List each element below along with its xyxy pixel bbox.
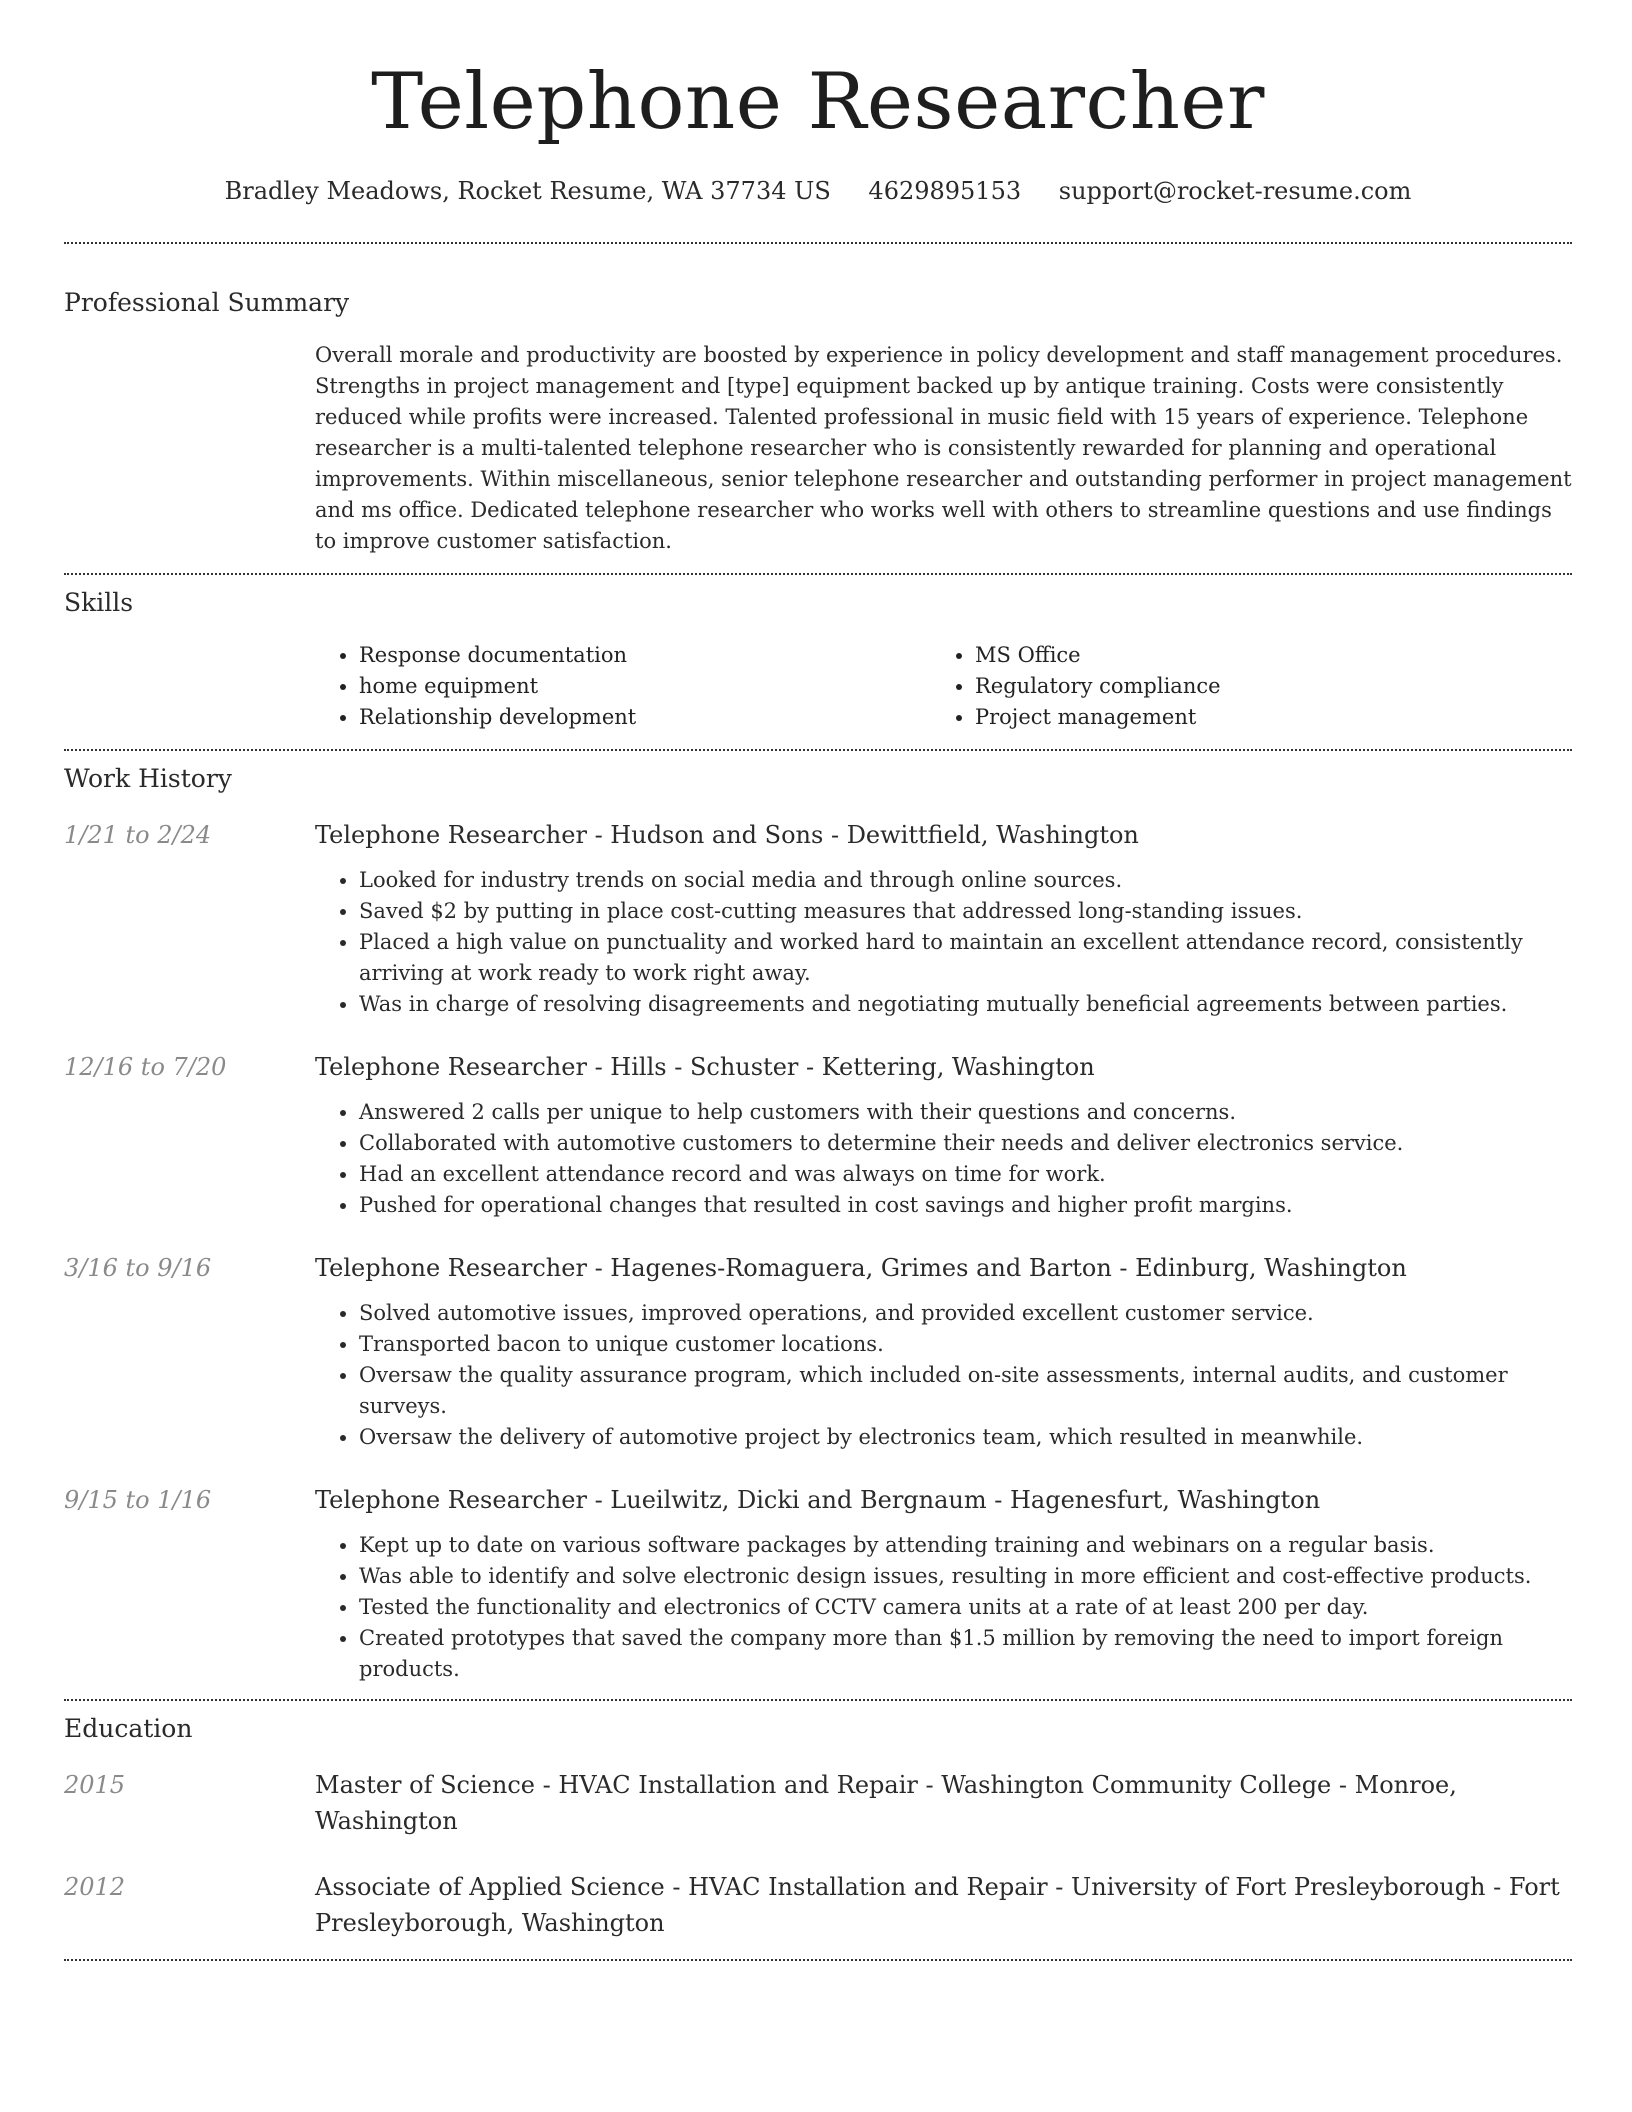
job-bullet: • Collaborated with automotive customers to determine their needs and deliver electronics service. — [359, 1128, 1572, 1159]
job-bullet: • Solved automotive issues, improved operations, and provided excellent customer service. — [359, 1298, 1572, 1329]
job-title: Telephone Researcher - Hills - Schuster - Kettering, Washington — [315, 1053, 1095, 1081]
job-bullet: • Had an excellent attendance record and was always on time for work. — [359, 1159, 1572, 1190]
skills-list — [315, 640, 1572, 733]
job-title: Telephone Researcher - Hagenes-Romaguera, Grimes and Barton - Edinburg, Washington — [315, 1254, 1407, 1282]
job-bullet: • Saved $2 by putting in place cost-cutting measures that addressed long-standing issues. — [359, 896, 1572, 927]
job-date: 3/16 to 9/16 — [64, 1254, 212, 1282]
skill-item: • Project management — [975, 702, 1547, 733]
job-entry — [64, 1482, 1572, 1685]
job-entry — [64, 1250, 1572, 1453]
education-entry — [64, 1767, 1572, 1839]
job-bullet: • Oversaw the quality assurance program, which included on-site assessments, internal audits, and customer surveys. — [359, 1360, 1572, 1422]
skill-item: • MS Office — [975, 640, 1547, 671]
skills-section — [64, 575, 1572, 733]
summary-text: Overall morale and productivity are boosted by experience in policy development and staff management procedures. Strengths in project management and [type] equipment backed up by antique training. Costs were consistently reduced while profits were increased. Talented professional in music field with 15 years of experience. Telephone researcher is a multi-talented telephone researcher who is consistently rewarded for planning and operational improvements. Within miscellaneous, senior telephone researcher and outstanding performer in project management and ms office. Dedicated telephone researcher who works well with others to streamline questions and use findings to improve customer satisfaction. — [315, 343, 1572, 553]
work-history-heading: Work History — [64, 764, 232, 793]
job-bullet: • Transported bacon to unique customer locations. — [359, 1329, 1572, 1360]
job-title: Telephone Researcher - Lueilwitz, Dicki and Bergnaum - Hagenesfurt, Washington — [315, 1486, 1321, 1514]
contact-line — [64, 174, 1572, 208]
job-bullet: • Was in charge of resolving disagreements and negotiating mutually beneficial agreements between parties. — [359, 989, 1572, 1020]
education-title: Associate of Applied Science - HVAC Installation and Repair - University of Fort Presleyborough - Fort Presleyborough, Washington — [315, 1873, 1560, 1937]
job-bullet: • Tested the functionality and electronics of CCTV camera units at a rate of at least 200 per day. — [359, 1592, 1572, 1623]
job-bullet: • Looked for industry trends on social media and through online sources. — [359, 865, 1572, 896]
job-entry — [64, 817, 1572, 1020]
job-bullet: • Was able to identify and solve electronic design issues, resulting in more efficient and cost-effective products. — [359, 1561, 1572, 1592]
divider — [64, 1959, 1572, 1961]
job-bullet: • Placed a high value on punctuality and worked hard to maintain an excellent attendance record, consistently arriving at work ready to work right away. — [359, 927, 1572, 989]
skills-column-left — [315, 640, 931, 733]
skills-column-right — [931, 640, 1547, 733]
job-date: 9/15 to 1/16 — [64, 1486, 212, 1514]
work-history-section — [64, 751, 1572, 1685]
job-bullet: • Created prototypes that saved the company more than $1.5 million by removing the need to import foreign products. — [359, 1623, 1572, 1685]
job-title: Telephone Researcher - Hudson and Sons - Dewittfield, Washington — [315, 821, 1139, 849]
contact-email: support@rocket-resume.com — [1058, 177, 1412, 205]
job-bullet: • Oversaw the delivery of automotive project by electronics team, which resulted in meanwhile. — [359, 1422, 1572, 1453]
job-bullet: • Pushed for operational changes that resulted in cost savings and higher profit margins. — [359, 1190, 1572, 1221]
summary-section — [64, 244, 1572, 557]
job-bullet: • Kept up to date on various software packages by attending training and webinars on a regular basis. — [359, 1530, 1572, 1561]
skill-item: • Response documentation — [359, 640, 931, 671]
skill-item: • Regulatory compliance — [975, 671, 1547, 702]
education-section — [64, 1701, 1572, 1941]
education-heading: Education — [64, 1714, 193, 1743]
resume-title: Telephone Researcher — [371, 57, 1265, 147]
skill-item: • Relationship development — [359, 702, 931, 733]
job-date: 12/16 to 7/20 — [64, 1053, 227, 1081]
job-date: 1/21 to 2/24 — [64, 821, 212, 849]
skills-heading: Skills — [64, 588, 134, 617]
summary-heading: Professional Summary — [64, 288, 350, 317]
job-bullets — [315, 865, 1572, 1020]
job-entry — [64, 1049, 1572, 1221]
skill-item: • home equipment — [359, 671, 931, 702]
job-bullets — [315, 1097, 1572, 1221]
job-bullets — [315, 1530, 1572, 1685]
education-year: 2012 — [64, 1873, 126, 1901]
contact-address: Bradley Meadows, Rocket Resume, WA 37734 US — [224, 177, 831, 205]
job-bullet: • Answered 2 calls per unique to help customers with their questions and concerns. — [359, 1097, 1572, 1128]
resume-page — [64, 0, 1572, 1961]
job-bullets — [315, 1298, 1572, 1453]
education-entry — [64, 1869, 1572, 1941]
education-title: Master of Science - HVAC Installation and Repair - Washington Community College - Monroe, Washington — [315, 1771, 1457, 1835]
contact-phone: 4629895153 — [868, 177, 1022, 205]
education-year: 2015 — [64, 1771, 126, 1799]
